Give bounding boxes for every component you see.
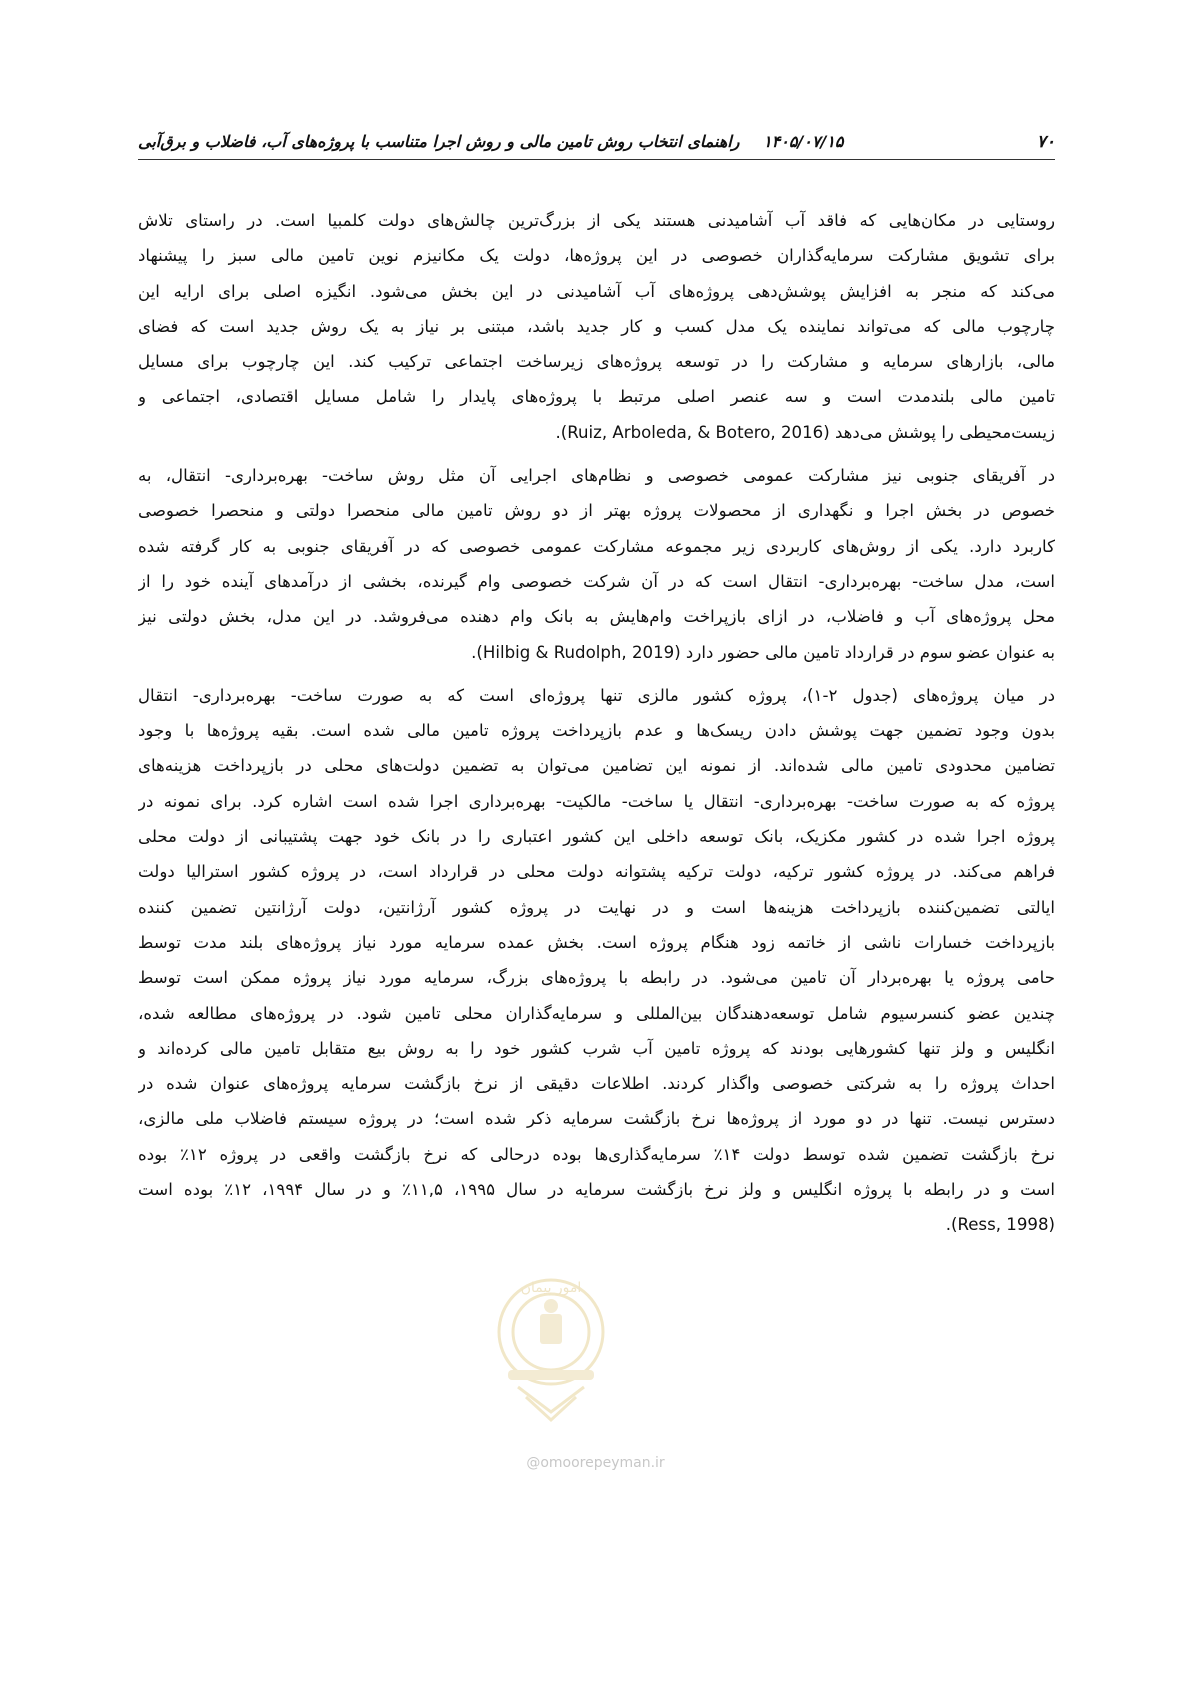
text-line: بازپرداخت خسارات ناشی از خاتمه زود هنگام پروژه است. بخش عمده سرمایه مورد نیاز پروژه‌های بلند مدت توسط [138, 932, 1055, 952]
text-line: به عنوان عضو سوم در قرارداد تامین مالی حضور دارد (Hilbig & Rudolph, 2019). [471, 642, 1055, 662]
text-line: فراهم می‌کند. در پروژه کشور ترکیه، دولت ترکیه پشتوانه دولت محلی در قرارداد است، در پروژه کشور استرالیا دولت [138, 862, 1055, 882]
text-line: دسترس نیست. تنها در دو مورد از پروژه‌ها نرخ بازگشت سرمایه ذکر شده است؛ در پروژه سیستم فاضلاب ملی مالزی، [138, 1109, 1055, 1129]
text-line: تضامین محدودی تامین مالی شده‌اند. از نمونه این تضامین می‌توان به تضمین دولت‌های محلی در بازپرداخت هزینه‌های [138, 756, 1055, 776]
text-line: (Ress, 1998). [945, 1215, 1055, 1235]
paragraph-2 [138, 458, 1055, 670]
text-line: روستایی در مکان‌هایی که فاقد آب آشامیدنی هستند یکی از بزرگ‌ترین چالش‌های دولت کلمبیا است. در راستای تلاش [138, 211, 1055, 230]
running-title [138, 132, 844, 151]
text-line: کاربرد دارد. یکی از روش‌های کاربردی زیر مجموعه مشارکت عمومی خصوصی که در آفریقای جنوبی به کار گرفته شده [138, 536, 1055, 556]
paragraph-3 [138, 678, 1055, 1243]
text-line: می‌کند که منجر به افزایش پوشش‌دهی پروژه‌های آب آشامیدنی در این بخش می‌شود. انگیزه اصلی برای ارایه این [138, 281, 1055, 301]
text-line: انگلیس و ولز تنها کشورهایی بودند که پروژه تامین آب شرب کشور خود را به روش بیع متقابل تامین مالی کرده‌اند و [138, 1038, 1055, 1058]
watermark-logo [478, 1262, 624, 1442]
text-line: برای تشویق مشارکت سرمایه‌گذاران خصوصی در این پروژه‌ها، دولت یک مکانیزم نوین تامین مالی سبز را پیشنهاد [138, 246, 1055, 266]
watermark-logo-text: امور پیمان [520, 1280, 582, 1296]
text-line: در آفریقای جنوبی نیز مشارکت عمومی خصوصی و نظام‌های اجرایی آن مثل روش ساخت- بهره‌برداری- انتقال، به [138, 466, 1055, 486]
text-line: نرخ بازگشت تضمین شده توسط دولت ۱۴٪ سرمایه‌گذاری‌ها بوده درحالی که نرخ بازگشت واقعی در پروژه ۱۲٪ بوده [138, 1144, 1055, 1164]
text-line: است و در رابطه با پروژه انگلیس و ولز نرخ بازگشت سرمایه در سال ۱۹۹۵، ۱۱,۵٪ و در سال ۱۹۹۴، ۱۲٪ بوده است [138, 1180, 1055, 1200]
watermark-site: @omoorepeyman.ir [526, 1455, 665, 1471]
page-number: ۷۰ [1036, 132, 1055, 152]
text-line: ایالتی تضمین‌کننده بازپرداخت هزینه‌ها است و در نهایت در پروژه کشور آرژانتین، دولت آرژانتین تضمین کننده [138, 897, 1055, 917]
text-line: زیست‌محیطی را پوشش می‌دهد (Ruiz, Arboleda, & Botero, 2016). [555, 422, 1055, 442]
text-line: پروژه که به صورت ساخت- بهره‌برداری- انتقال یا ساخت- مالکیت- بهره‌برداری اجرا شده است اشاره کرد. برای نمونه در [138, 791, 1055, 811]
paragraph-1 [138, 203, 1055, 450]
text-line: بدون وجود تضمین جهت پوشش دادن ریسک‌ها و عدم بازپرداخت پروژه تامین مالی شده است. بقیه پروژه‌ها با وجود [138, 721, 1055, 741]
text-line: در میان پروژه‌های (جدول ۲-۱)، پروژه کشور مالزی تنها پروژه‌ای است که به صورت ساخت- بهره‌برداری- انتقال [138, 685, 1055, 705]
header-divider [138, 159, 1055, 160]
page-header [138, 128, 1055, 162]
header-date: ۱۴۰۵/۰۷/۱۵ [763, 132, 844, 151]
text-line: حامی پروژه یا بهره‌بردار آن تامین می‌شود. در رابطه با پروژه‌های بزرگ، سرمایه مورد نیاز پروژه ممکن است توسط [138, 968, 1055, 988]
text-line: پروژه اجرا شده در کشور مکزیک، بانک توسعه داخلی این کشور اعتباری را در بانک خود جهت پشتیبانی از دولت محلی [138, 827, 1055, 847]
text-line: محل پروژه‌های آب و فاضلاب، در ازای بازپراخت وام‌هایش به بانک وام دهنده می‌فروشد. در این مدل، بخش دولتی نیز [138, 607, 1055, 627]
text-line: مالی، بازارهای سرمایه و مشارکت را در توسعه پروژه‌های زیرساخت اجتماعی ترکیب کند. این چارچوب برای مسایل [138, 352, 1055, 372]
text-line: چندین عضو کنسرسیوم شامل توسعه‌دهندگان بین‌المللی و سرمایه‌گذاران محلی تامین شود. در پروژه‌های مطالعه شده، [138, 1003, 1055, 1023]
body-text [138, 203, 1055, 1243]
text-line: است، مدل ساخت- بهره‌برداری- انتقال است که در آن شرکت خصوصی وام گیرنده، بخشی از درآمدهای آینده خود را از [138, 571, 1055, 591]
text-line: احداث پروژه را به شرکتی خصوصی واگذار کردند. اطلاعات دقیقی از نرخ بازگشت سرمایه پروژه‌های عنوان شده در [138, 1074, 1055, 1094]
header-title-text: راهنمای انتخاب روش تامین مالی و روش اجرا متناسب با پروژه‌های آب، فاضلاب و برق‌آبی [138, 132, 740, 151]
text-line: تامین مالی بلندمدت است و سه عنصر اصلی مرتبط با پروژه‌های پایدار را شامل مسایل اقتصادی، اجتماعی و [138, 387, 1055, 407]
text-line: خصوص در بخش اجرا و نگهداری از محصولات پروژه بهتر از دو روش تامین مالی منحصرا دولتی و منحصرا خصوصی [138, 501, 1055, 521]
text-line: چارچوب مالی که می‌تواند نماینده یک مدل کسب و کار جدید باشد، مبتنی بر نیاز به یک روش جدید است که فضای [138, 316, 1055, 336]
